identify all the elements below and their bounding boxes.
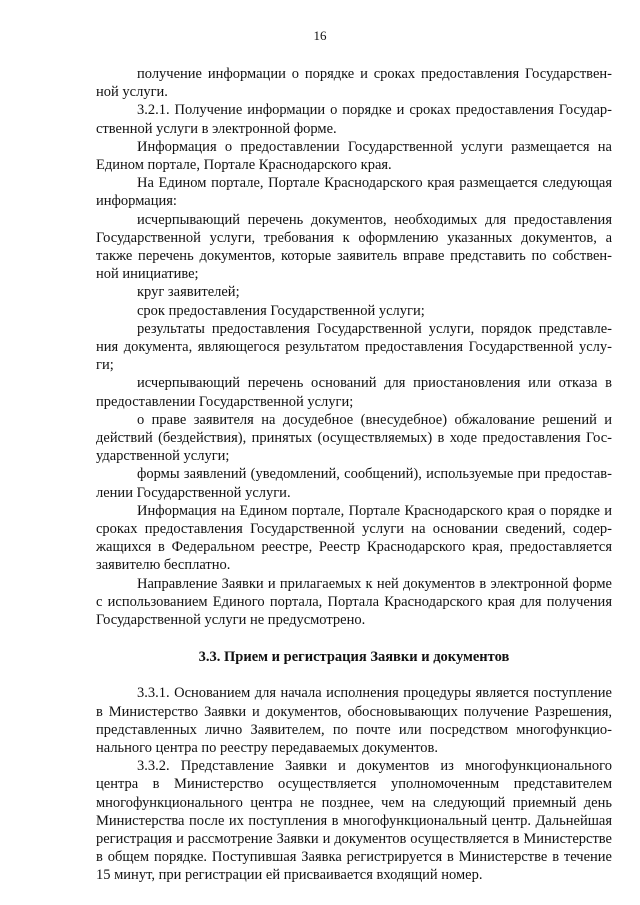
- list-item-term: срок предоставления Государственной услуги;: [137, 302, 425, 319]
- list-item-applicants: круг заявителей;: [137, 284, 240, 301]
- page-content: [96, 65, 612, 885]
- list-item-forms: формы заявлений (уведомлений, сообщений), используемые при предоставлении Государственной услуги.: [96, 466, 612, 501]
- paragraph-electronic-not-provided: Направление Заявки и прилагаемых к ней документов в электронной форме с использованием Единого портала, Портала Краснодарского края для получения Государственной услуги не предусмотрено.: [96, 575, 612, 629]
- list-item-results: результаты предоставления Государственной услуги, порядок представления документа, являющегося результатом предоставления Государственной услуги;: [96, 320, 612, 374]
- paragraph-3-2-1: 3.2.1. Получение информации о порядке и сроках предоставления Государственной услуги в электронной форме.: [96, 102, 612, 137]
- list-item-appeal-right: о праве заявителя на досудебное (внесудебное) обжалование решений и действий (бездействия), принятых (осуществляемых) в ходе предоставления Государственной услуги;: [96, 411, 612, 465]
- paragraph-portal-list-intro: На Едином портале, Портале Краснодарского края размещается следующая информация:: [96, 175, 612, 210]
- section-heading: 3.3. Прием и регистрация Заявки и документов: [198, 649, 510, 666]
- paragraph-info-order: получение информации о порядке и сроках предоставления Государственной услуги.: [96, 66, 612, 101]
- paragraph-3-3-1: 3.3.1. Основанием для начала исполнения процедуры является поступление в Министерство Заявки и документов, обосновывающих получение Разрешения, представленных лично Заявителем, по почте или посредством многофункционального центра по реестру передаваемых документов.: [96, 685, 612, 756]
- page-number: 16: [313, 28, 327, 43]
- paragraph-free-info: Информация на Едином портале, Портале Краснодарского края о порядке и сроках предоставления Государственной услуги на основании сведений, содержащихся в Федеральном реестре, Реестр Краснодарского края, предоставляется заявителю бесплатно.: [96, 502, 612, 574]
- paragraph-3-3-2: 3.3.2. Представление Заявки и документов из многофункционального центра в Министерство осуществляется уполномоченным представителем многофункционального центра не позднее, чем на следующий приемный день Министерства после их поступления в многофункциональный центр. Дальнейшая регистрация и рассмотрение Заявки и документов осуществляется в Министерстве в общем порядке. Поступившая Заявка регистрируется в Министерстве в течение 15 минут, при регистрации ей присваивается входящий номер.: [96, 758, 612, 884]
- list-item-documents: исчерпывающий перечень документов, необходимых для предоставления Государственной услуги, требования к оформлению указанных документов, а также перечень документов, которые заявитель вправе представить по собственной инициативе;: [96, 211, 612, 283]
- list-item-refusal-grounds: исчерпывающий перечень оснований для приостановления или отказа в предоставлении Государственной услуги;: [96, 375, 612, 410]
- paragraph-info-portal: Информация о предоставлении Государственной услуги размещается на Едином портале, Портале Краснодарского края.: [96, 138, 612, 174]
